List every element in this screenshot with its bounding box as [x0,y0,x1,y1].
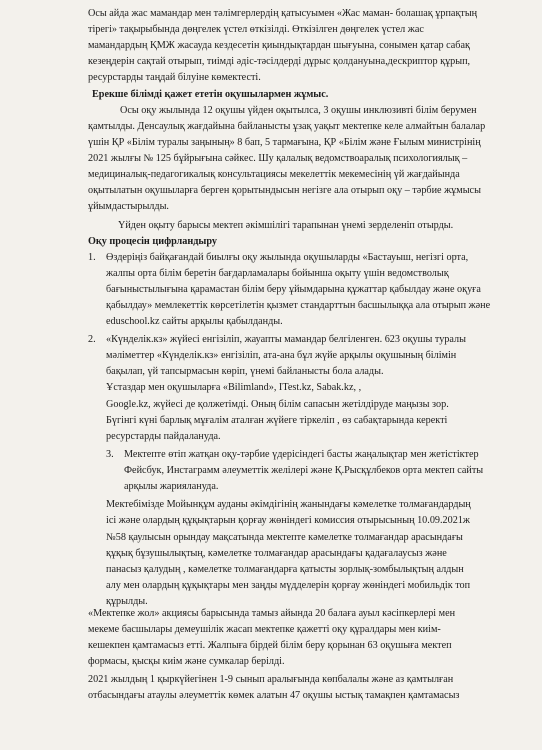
text-line: үшін ҚР «Білім туралы заңының» 8 бап, 5 тармағына, ҚР «Білім және Ғылым министрінің [88,137,481,148]
text-line: жалпы орта білім беретін бағдарламалары бойынша оқыту үшін ведомстволық [106,268,449,279]
list-number: 3. [106,449,114,460]
text-line: панасыз қалудың , кәмелетке толмағандарға қатысты зорлық-зомбылықтың алдын [106,564,464,575]
text-line: Бүгінгі күні барлық мұғалім аталған жүйеге тіркеліп , өз сабақтарында керекті [106,415,448,426]
text-line: формасы, қысқы киім және сумкалар берілді. [88,656,285,667]
section-heading-digitalization: Оқу процесін цифрландыру [88,236,217,247]
text-line: тірегі» тақырыбында дөңгелек үстел өткізілді. Өткізілген дөңгелек үстел жас [88,24,424,35]
text-line: Мектебімізде Мойынқұм ауданы әкімдігінің жанындағы кәмелетке толмағандардың [106,499,471,510]
section-heading-special-needs: Ерекше білімді қажет ететін оқушылармен жұмыс. [92,89,329,100]
text-line: отбасындағы атаулы әлеуметтік көмек алатын 47 оқушы ыстық тамақпен қамтамасыз [88,690,460,701]
text-line: қамтылды. Денсаулық жағдайына байланысты ұзақ уақыт мектепке келе алмайтын балалар [88,121,486,132]
paragraph-home-schooling: Үйден оқыту барысы мектеп әкімшілігі тарапынан үнемі зерделеніп отырды. [118,220,454,231]
text-line: мәліметтер «Күнделік.кз» енгізіліп, ата-ана бұл жүйе арқылы оқушының білімін [106,350,457,361]
text-line: 2021 жылғы № 125 бұйрығына сәйкес. Шу қалалық ведомствоаралық психологиялық – [88,153,468,164]
text-line: Мектепте өтіп жатқан оқу-тәрбие үдерісіндегі басты жаңалықтар мен жетістіктер [124,449,479,460]
list-number: 1. [88,252,96,263]
text-line: «Мектепке жол» акциясы барысында тамыз айында 20 балаға ауыл кәсіпкерлері мен [88,608,456,619]
text-line: Google.kz, жүйесі де қолжетімді. Оның білім сапасын жетілдіруде маңызы зор. [106,399,449,410]
text-line: ресурстарды пайдалануда. [106,431,221,442]
text-line: Осы оқу жылында 12 оқушы үйден оқытылса, 3 оқушы инклюзивті білім берумен [120,105,477,116]
text-line: «Күнделік.кз» жүйесі енгізіліп, жауапты мамандар белгіленген. 623 оқушы туралы [106,334,466,345]
text-line: оқытылатын оқушыларға берген қорытындысын негізге ала отырып оқу – тәрбие жұмысы [88,185,481,196]
text-line: құрылды. [106,596,148,607]
text-line: алу мен олардың құқықтары мен заңды мүдделерін қорғау жөніндегі мобильдік топ [106,580,471,591]
text-line: арқылы жариялануда. [124,481,219,492]
text-line: eduschool.kz сайты арқылы қабылданды. [106,316,283,327]
text-line: бағыныстылығына қарамастан білім беру ұйымдарына құжаттар қабылдау және оқуға [106,284,481,295]
text-line: бақылап, үй тапсырмасын көріп, үнемі байланысты бола алады. [106,366,384,377]
list-number: 2. [88,334,96,345]
text-line: қабылдау» мемлекеттік көрсетілетін қызмет стандарттын басшылыққа ала отырып және [106,300,491,311]
text-line: 2021 жылдың 1 қыркүйегінен 1-9 сынып аралығында көпбалалы және аз қамтылған [88,674,454,685]
text-line: Осы айда жас мамандар мен тәлімгерлердің қатысуымен «Жас маман- болашақ ұрпақтың [88,8,478,19]
text-line: кешекпен қамтамасыз етті. Жалпыға бірдей білім беру қорынан 63 оқушыға мектеп [88,640,452,651]
text-line: мекеме басшылары демеушілік жасап мектепке қажетті оқу құралдары мен киім- [88,624,441,635]
text-line: мамандардың ҚМЖ жасауда кездесетін қиындықтардан шығуына, сонымен қатар сабақ [88,40,470,51]
text-line: Фейсбук, Инстаграмм әлеуметтік желілері және Қ.Рысқұлбеков орта мектеп сайты [124,465,484,476]
text-line: медициналық-педагогикалық консультациясы мекелеттік мекемесінің үй жағдайында [88,169,460,180]
text-line: құқық бұзушылықтың, кәмелетке толмағандар арасындағы қадағалаусыз және [106,548,447,559]
text-line: ісі және олардың құқықтарын қорғау жөніндегі комиссия отырысының 10.09.2021ж [106,515,470,526]
text-line: ұйымдастырылды. [88,201,169,212]
text-line: Өздеріңіз байқағандай биылғы оқу жылында оқушыларды «Бастауыш, негізгі орта, [106,252,469,263]
text-line: №58 қаулысын орындау мақсатында мектепте кәмелетке толмағандар арасындағы [106,532,463,543]
text-line: ресурстарды таңдай білуіне көмектесті. [88,72,261,83]
text-line: кезеңдерін сақтай отырып, тиімді әдіс-тәсілдерді дұрыс қолдануына,дескриптор құрып, [88,56,471,67]
text-line: Ұстаздар мен оқушыларға «Bilimland», ITest.kz, Sabak.kz, , [106,382,362,393]
